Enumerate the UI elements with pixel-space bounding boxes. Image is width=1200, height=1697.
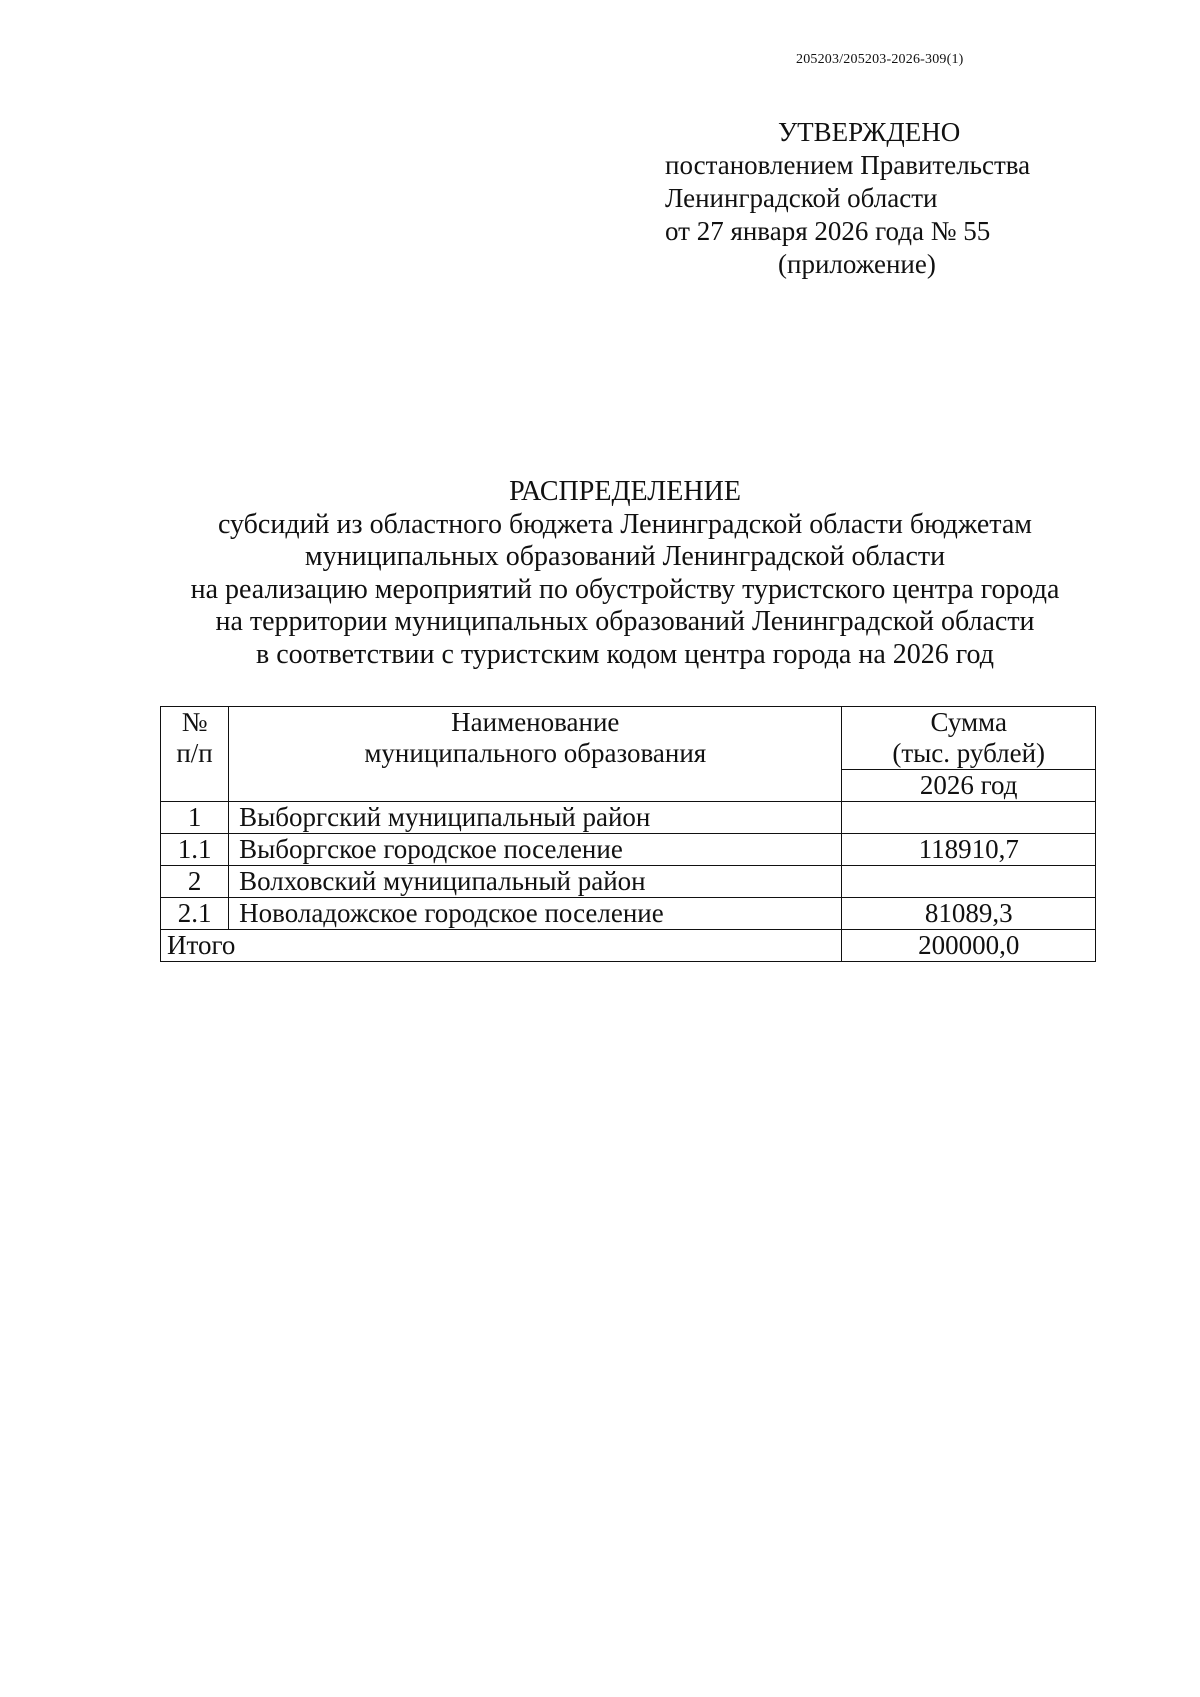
document-id: 205203/205203-2026-309(1) (796, 52, 964, 67)
approval-line-2: Ленинградской области (665, 183, 938, 213)
approval-line-1: постановлением Правительства (665, 150, 1031, 180)
heading-line: на территории муниципальных образований Ленинградской области (215, 606, 1035, 637)
table-header-row (161, 707, 1096, 770)
row-number: 2 (161, 866, 229, 898)
heading-line: муниципальных образований Ленинградской области (304, 541, 946, 572)
row-value: 81089,3 (842, 898, 1096, 930)
table-row (161, 802, 1096, 834)
row-name: Выборгский муниципальный район (229, 802, 842, 834)
header-sum-line-1: Сумма (930, 707, 1007, 737)
heading-line: в соответствии с туристским кодом центра города на 2026 год (256, 638, 994, 670)
row-name: Волховский муниципальный район (229, 866, 842, 898)
row-number: 1.1 (161, 834, 229, 866)
document-heading (0, 476, 1200, 671)
heading-line: субсидий из областного бюджета Ленинградской области бюджетам (217, 508, 1033, 540)
distribution-table (160, 706, 1096, 962)
row-value (842, 866, 1096, 898)
table-row (161, 866, 1096, 898)
row-name: Выборгское городское поселение (229, 834, 842, 866)
approval-block (665, 116, 1095, 281)
row-number: 1 (161, 802, 229, 834)
row-value (842, 802, 1096, 834)
approval-line-3: от 27 января 2026 года № 55 (665, 216, 991, 246)
table-row (161, 834, 1096, 866)
heading-line: на реализацию мероприятий по обустройству туристского центра города (190, 573, 1060, 605)
table-row (161, 898, 1096, 930)
heading-title: РАСПРЕДЕЛЕНИЕ (509, 476, 741, 507)
header-year: 2026 год (842, 770, 1096, 802)
approval-note: (приложение) (778, 249, 936, 279)
header-name-line-2: муниципального образования (364, 738, 707, 768)
table-total-row (161, 930, 1096, 962)
header-number (161, 707, 229, 802)
row-name: Новоладожское городское поселение (229, 898, 842, 930)
row-value: 118910,7 (842, 834, 1096, 866)
header-sum-line-2: (тыс. рублей) (892, 738, 1046, 768)
row-number: 2.1 (161, 898, 229, 930)
total-value: 200000,0 (842, 930, 1096, 962)
header-name-line-1: Наименование (451, 707, 620, 737)
header-number-symbol: № (181, 707, 208, 737)
approval-title: УТВЕРЖДЕНО (778, 117, 961, 147)
header-number-label: п/п (176, 738, 213, 768)
total-label: Итого (161, 930, 842, 962)
header-name (229, 707, 842, 802)
header-sum (842, 707, 1096, 770)
